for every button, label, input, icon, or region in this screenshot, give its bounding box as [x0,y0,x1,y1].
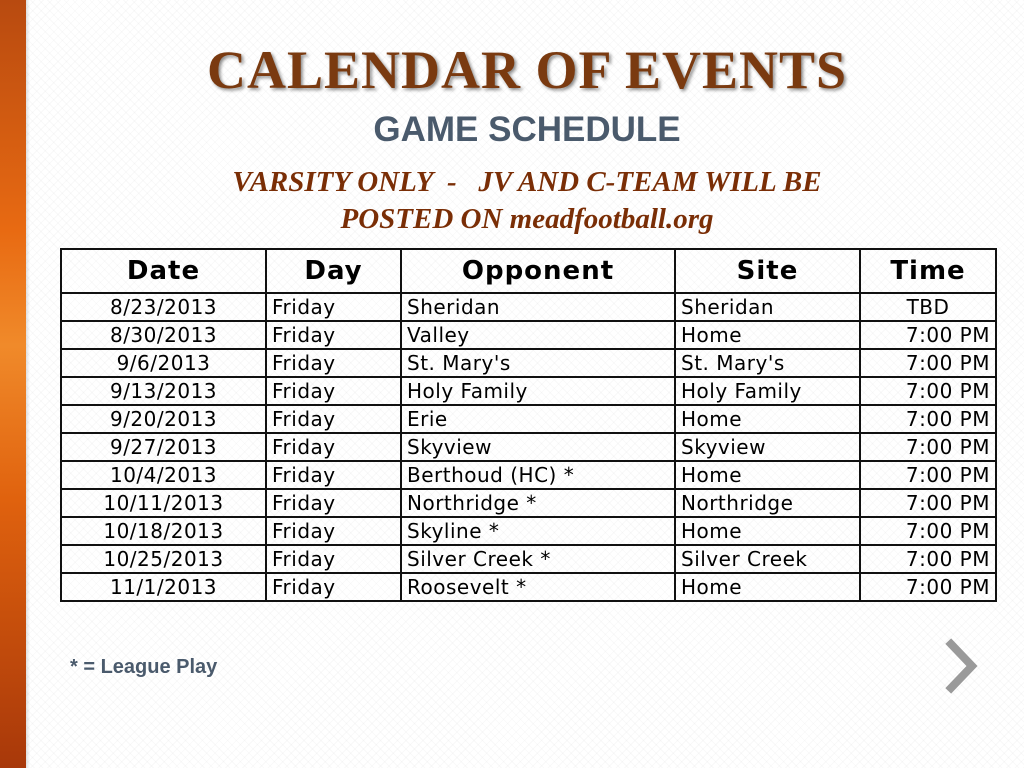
cell-date: 10/18/2013 [61,517,266,545]
cell-site: Sheridan [675,293,860,321]
slide-subtitle: GAME SCHEDULE [373,110,681,149]
cell-day: Friday [266,293,401,321]
table-row [61,293,996,321]
cell-time: 7:00 PM [860,489,996,517]
cell-site: Home [675,321,860,349]
cell-date: 11/1/2013 [61,573,266,601]
cell-site: Home [675,405,860,433]
cell-day: Friday [266,321,401,349]
cell-site: Holy Family [675,377,860,405]
cell-date: 8/23/2013 [61,293,266,321]
table-row [61,489,996,517]
cell-site: Skyview [675,433,860,461]
cell-day: Friday [266,405,401,433]
cell-date: 9/20/2013 [61,405,266,433]
cell-site: St. Mary's [675,349,860,377]
cell-date: 9/13/2013 [61,377,266,405]
cell-time: 7:00 PM [860,545,996,573]
cell-day: Friday [266,573,401,601]
cell-day: Friday [266,377,401,405]
cell-date: 9/27/2013 [61,433,266,461]
decorative-side-bar [0,0,26,768]
table-row [61,573,996,601]
varsity-note [30,164,1024,238]
cell-date: 8/30/2013 [61,321,266,349]
cell-site: Silver Creek [675,545,860,573]
cell-site: Home [675,517,860,545]
table-row [61,377,996,405]
varsity-note-line-2: POSTED ON meadfootball.org [340,203,714,235]
cell-time: 7:00 PM [860,349,996,377]
cell-time: 7:00 PM [860,405,996,433]
cell-opponent: Sheridan [401,293,675,321]
cell-time: TBD [860,293,996,321]
cell-opponent: Northridge * [401,489,675,517]
column-header-time: Time [860,249,996,293]
cell-date: 10/4/2013 [61,461,266,489]
cell-time: 7:00 PM [860,517,996,545]
varsity-note-line-1: VARSITY ONLY - JV AND C-TEAM WILL BE [232,166,822,198]
table-row [61,405,996,433]
cell-time: 7:00 PM [860,321,996,349]
cell-opponent: St. Mary's [401,349,675,377]
cell-opponent: Skyview [401,433,675,461]
cell-time: 7:00 PM [860,461,996,489]
cell-site: Northridge [675,489,860,517]
cell-site: Home [675,573,860,601]
cell-day: Friday [266,489,401,517]
table-row [61,321,996,349]
league-play-legend: * = League Play [70,656,218,678]
cell-date: 10/25/2013 [61,545,266,573]
column-header-site: Site [675,249,860,293]
table-row [61,545,996,573]
cell-date: 9/6/2013 [61,349,266,377]
column-header-day: Day [266,249,401,293]
table-row [61,349,996,377]
cell-opponent: Berthoud (HC) * [401,461,675,489]
next-slide-button[interactable] [942,638,982,694]
cell-opponent: Skyline * [401,517,675,545]
column-header-opponent: Opponent [401,249,675,293]
cell-day: Friday [266,517,401,545]
column-header-date: Date [61,249,266,293]
cell-time: 7:00 PM [860,433,996,461]
cell-day: Friday [266,461,401,489]
cell-site: Home [675,461,860,489]
cell-time: 7:00 PM [860,573,996,601]
cell-day: Friday [266,545,401,573]
game-schedule-table [60,248,997,602]
cell-date: 10/11/2013 [61,489,266,517]
table-row [61,461,996,489]
cell-opponent: Erie [401,405,675,433]
cell-opponent: Holy Family [401,377,675,405]
chevron-right-icon [942,638,982,694]
table-row [61,433,996,461]
slide-title: CALENDAR OF EVENTS [206,40,848,100]
table-row [61,517,996,545]
cell-opponent: Roosevelt * [401,573,675,601]
cell-opponent: Valley [401,321,675,349]
cell-time: 7:00 PM [860,377,996,405]
cell-day: Friday [266,349,401,377]
cell-day: Friday [266,433,401,461]
table-header-row [61,249,996,293]
cell-opponent: Silver Creek * [401,545,675,573]
